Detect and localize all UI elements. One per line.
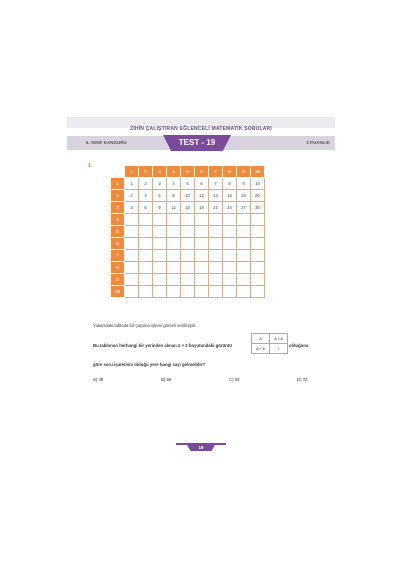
choice-b[interactable]: B) 56 <box>161 377 172 382</box>
table-cell <box>209 238 223 250</box>
column-header: 10 <box>251 166 265 178</box>
table-cell <box>181 250 195 262</box>
question-ask: göre soru işaretinin olduğu yere hangi sayı gelmelidir? <box>93 362 205 367</box>
table-cell <box>125 274 139 286</box>
choice-c[interactable]: C) 63 <box>229 377 240 382</box>
table-cell <box>167 262 181 274</box>
book-title: ZİHİN ÇALIŞTIRAN EĞLENCELİ MATEMATİK SORULARI <box>130 126 272 132</box>
row-header: 2 <box>111 190 125 202</box>
table-cell: 30 <box>251 202 265 214</box>
table-cell <box>251 286 265 298</box>
table-cell <box>153 274 167 286</box>
table-cell: 6 <box>195 178 209 190</box>
table-cell <box>223 226 237 238</box>
page-number: 19 <box>198 445 204 450</box>
table-cell: 27 <box>237 202 251 214</box>
mini-cell: A + 8 <box>270 334 288 344</box>
table-cell <box>223 214 237 226</box>
mini-cell: A + 6 <box>252 344 270 354</box>
table-cell <box>181 226 195 238</box>
table-cell <box>195 286 209 298</box>
table-cell <box>139 238 153 250</box>
choice-d[interactable]: D) 72 <box>297 377 308 382</box>
table-cell: 1 <box>125 178 139 190</box>
table-cell <box>167 226 181 238</box>
table-cell: 9 <box>237 178 251 190</box>
table-cell <box>223 286 237 298</box>
table-cell <box>139 286 153 298</box>
table-cell: 16 <box>223 190 237 202</box>
table-cell <box>237 286 251 298</box>
table-cell <box>153 238 167 250</box>
table-cell: 20 <box>251 190 265 202</box>
table-cell: 15 <box>181 202 195 214</box>
row-header: 10 <box>111 286 125 298</box>
table-cell <box>139 214 153 226</box>
table-cell <box>125 286 139 298</box>
table-cell <box>209 226 223 238</box>
table-cell <box>125 238 139 250</box>
row-header: 4 <box>111 214 125 226</box>
table-cell <box>237 274 251 286</box>
table-cell <box>153 286 167 298</box>
table-cell: 10 <box>251 178 265 190</box>
table-cell: 9 <box>153 202 167 214</box>
table-cell <box>167 238 181 250</box>
table-cell <box>167 214 181 226</box>
row-header: 5 <box>111 226 125 238</box>
row-header: 6 <box>111 238 125 250</box>
table-cell <box>195 226 209 238</box>
table-cell <box>181 262 195 274</box>
table-cell: 6 <box>153 190 167 202</box>
table-cell <box>125 250 139 262</box>
row-header: 7 <box>111 250 125 262</box>
row-header: 8 <box>111 262 125 274</box>
table-cell <box>125 214 139 226</box>
table-cell: 24 <box>223 202 237 214</box>
table-cell <box>195 274 209 286</box>
table-cell: 8 <box>167 190 181 202</box>
row-header: 9 <box>111 274 125 286</box>
table-cell: 12 <box>167 202 181 214</box>
table-cell <box>195 262 209 274</box>
table-cell <box>139 274 153 286</box>
question-prompt-suffix: olduğuna <box>289 343 309 348</box>
column-header: 9 <box>237 166 251 178</box>
table-cell: 14 <box>209 190 223 202</box>
table-cell: 4 <box>139 190 153 202</box>
table-cell <box>251 250 265 262</box>
table-cell <box>139 226 153 238</box>
table-cell: 12 <box>195 190 209 202</box>
table-cell <box>237 250 251 262</box>
column-header: 3 <box>153 166 167 178</box>
table-cell <box>223 250 237 262</box>
table-cell <box>153 262 167 274</box>
column-header: 4 <box>167 166 181 178</box>
table-cell <box>195 238 209 250</box>
table-cell <box>167 274 181 286</box>
column-header: 1 <box>125 166 139 178</box>
mini-cell: A <box>252 334 270 344</box>
table-cell <box>209 250 223 262</box>
table-cell: 10 <box>181 190 195 202</box>
table-cell <box>195 250 209 262</box>
table-cell <box>153 214 167 226</box>
table-cell <box>181 286 195 298</box>
table-cell <box>153 226 167 238</box>
table-cell <box>153 250 167 262</box>
table-cell <box>181 214 195 226</box>
table-cell <box>237 238 251 250</box>
grade-label: 6. SINIF KANGURU <box>86 140 127 145</box>
table-cell <box>237 262 251 274</box>
column-header: 5 <box>181 166 195 178</box>
table-cell: 2 <box>125 190 139 202</box>
table-cell <box>167 250 181 262</box>
table-cell <box>125 262 139 274</box>
table-cell <box>209 262 223 274</box>
choice-a[interactable]: A) 48 <box>93 377 104 382</box>
table-cell <box>251 262 265 274</box>
table-cell <box>251 214 265 226</box>
table-cell <box>251 226 265 238</box>
table-cell <box>209 286 223 298</box>
table-cell <box>251 238 265 250</box>
table-cell <box>167 286 181 298</box>
table-cell: 18 <box>195 202 209 214</box>
table-cell: 4 <box>167 178 181 190</box>
column-header: 2 <box>139 166 153 178</box>
column-header: 8 <box>223 166 237 178</box>
table-cell <box>125 226 139 238</box>
row-header: 3 <box>111 202 125 214</box>
table-cell: 21 <box>209 202 223 214</box>
question-number: 1. <box>88 163 93 169</box>
table-cell: 5 <box>181 178 195 190</box>
table-cell <box>237 226 251 238</box>
table-cell <box>251 274 265 286</box>
points-label: 3 PUANLIK <box>306 140 330 145</box>
table-cell: 3 <box>125 202 139 214</box>
table-cell <box>209 214 223 226</box>
table-cell: 6 <box>139 202 153 214</box>
mini-cell: ? <box>270 344 288 354</box>
table-cell <box>223 238 237 250</box>
column-header: 6 <box>195 166 209 178</box>
table-cell: 7 <box>209 178 223 190</box>
table-cell: 3 <box>153 178 167 190</box>
table-cell <box>139 250 153 262</box>
table-cell <box>181 274 195 286</box>
table-cell: 8 <box>223 178 237 190</box>
table-cell: 2 <box>139 178 153 190</box>
table-cell: 18 <box>237 190 251 202</box>
table-cell <box>195 214 209 226</box>
table-cell <box>223 262 237 274</box>
row-header: 1 <box>111 178 125 190</box>
mini-grid <box>251 333 288 354</box>
table-cell <box>237 214 251 226</box>
multiplication-table <box>110 165 265 298</box>
table-cell <box>209 274 223 286</box>
question-prompt: Bu tablonun herhangi bir yerinden alınan 2 × 2 boyutundaki görüntü <box>93 343 232 348</box>
test-title: TEST - 19 <box>178 138 216 147</box>
table-cell <box>139 262 153 274</box>
question-intro: Yukarıdaki tabloda bir çarpma işlemi görseli verilmiştir. <box>93 323 197 328</box>
table-cell <box>181 238 195 250</box>
grid-corner <box>111 166 125 178</box>
column-header: 7 <box>209 166 223 178</box>
table-cell <box>223 274 237 286</box>
